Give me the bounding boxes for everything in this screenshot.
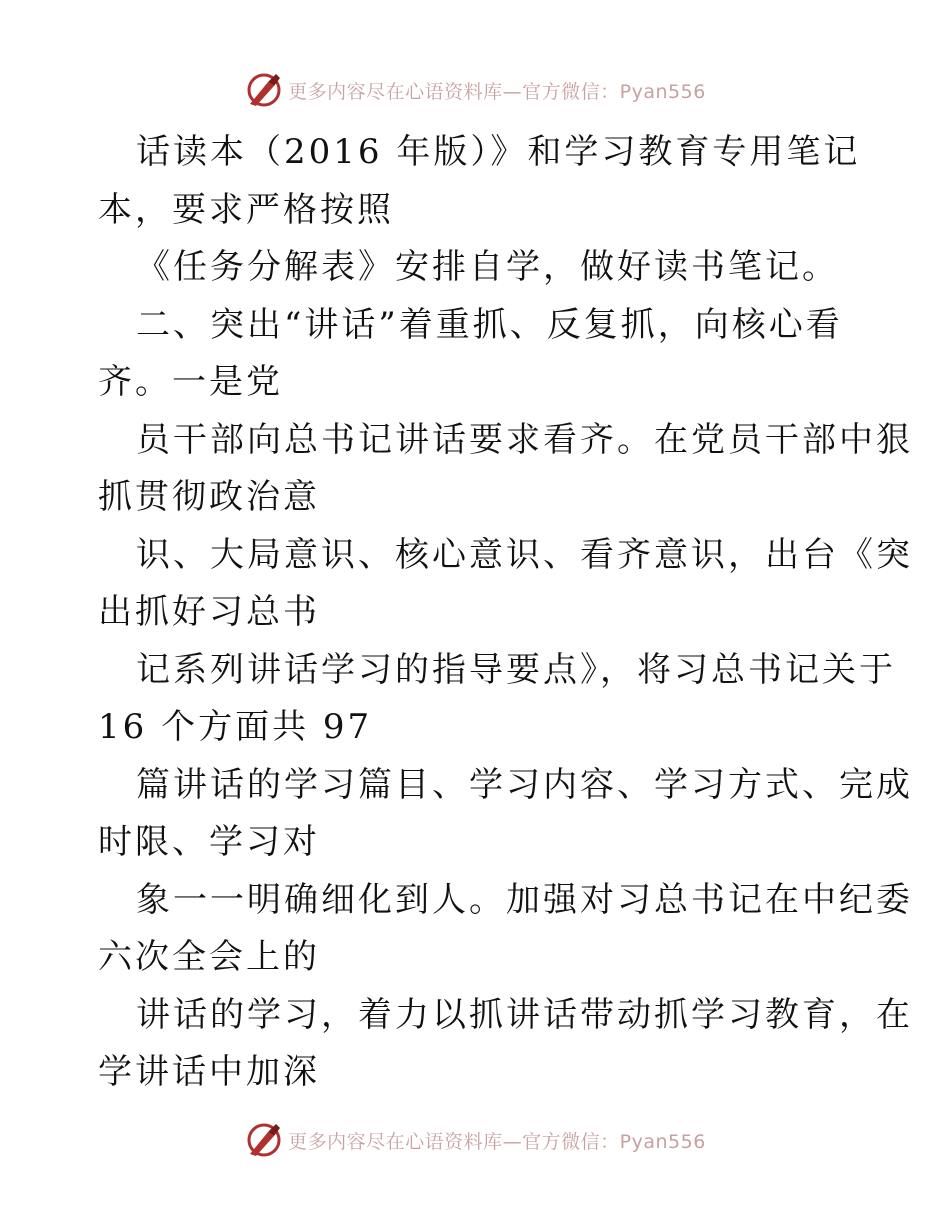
text-line: 学讲话中加深 [98,1052,320,1092]
text-line: 员干部向总书记讲话要求看齐。在党员干部中狠 [136,419,913,460]
text-line: 话读本（2016 年版）》和学习教育专用笔记 [136,132,861,172]
header-text: 更多内容尽在心语资料库—官方微信：Pyan556 [288,80,706,103]
text-line: 16 个方面共 97 [98,707,373,747]
document-body [98,124,913,1102]
text-line: 记系列讲话学习的指导要点》，将习总书记关于 [136,649,896,690]
text-line: 六次全会上的 [98,937,320,977]
pen-nib-circle-icon [244,70,284,110]
footer-watermark [0,1118,950,1162]
text-line: 《任务分解表》安排自学，做好读书笔记。 [136,247,839,287]
text-line: 出抓好习总书 [98,592,320,632]
text-line: 象一一明确细化到人。加强对习总书记在中纪委 [136,879,913,920]
text-line: 二、突出“讲话”着重抓、反复抓，向核心看 [136,304,843,345]
header-watermark [0,68,950,112]
text-line: 抓贯彻政治意 [98,477,320,517]
text-line: 讲话的学习，着力以抓讲话带动抓学习教育，在 [136,994,913,1035]
pen-nib-circle-icon [244,1120,284,1160]
text-line: 齐。一是党 [98,362,283,402]
text-line: 时限、学习对 [98,822,320,862]
footer-text: 更多内容尽在心语资料库—官方微信：Pyan556 [288,1130,706,1153]
text-line: 本，要求严格按照 [98,189,394,230]
text-line: 篇讲话的学习篇目、学习内容、学习方式、完成 [136,764,913,805]
text-line: 识、大局意识、核心意识、看齐意识，出台《突 [136,534,913,575]
